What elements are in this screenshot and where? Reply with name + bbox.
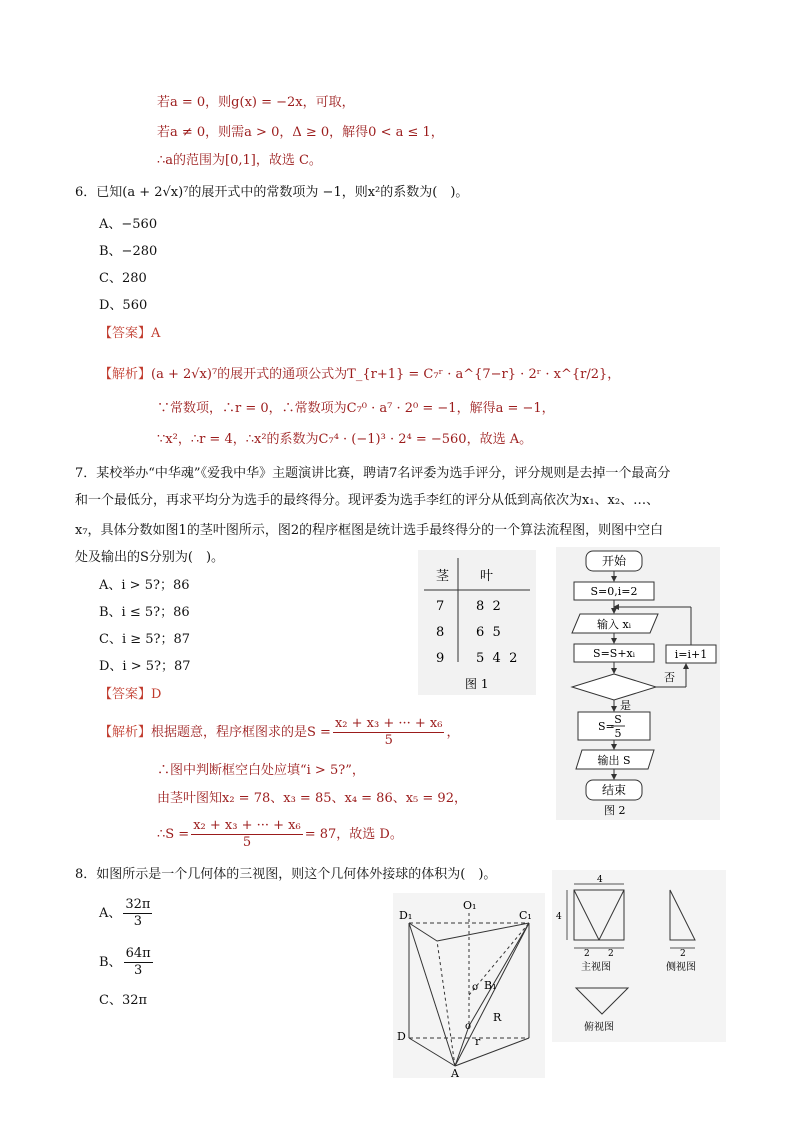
label-c1: C₁ <box>519 909 532 922</box>
flow-incr: i=i+1 <box>674 648 708 661</box>
q5-line-2: 若a ≠ 0，则需a > 0，Δ ≥ 0，解得0 < a ≤ 1， <box>157 125 444 140</box>
flow-yes-label: 是 <box>620 699 631 712</box>
flow-end: 结束 <box>601 783 627 797</box>
side-view-label: 侧视图 <box>666 962 696 973</box>
q7-option-d: D、i > 5?；87 <box>99 659 191 674</box>
stem-7: 7 <box>436 599 445 614</box>
leaves-7: 8 2 <box>476 599 501 614</box>
dim-top-4: 4 <box>597 875 603 885</box>
q8-stem: 8．如图所示是一个几何体的三视图，则这个几何体外接球的体积为( )。 <box>75 867 497 882</box>
q6-analysis-1 <box>99 366 620 384</box>
dim-bottom-2a: 2 <box>584 949 590 959</box>
q6-analysis-2: ∵常数项，∴r = 0，∴常数项为C₇⁰ · a⁷ · 2⁰ = −1，解得a = −1， <box>157 401 555 416</box>
label-o-top: o <box>472 982 479 993</box>
q5-line-3: ∴a的范围为[0,1]，故选 C。 <box>157 153 322 168</box>
flow-init: S=0,i=2 <box>590 585 638 598</box>
fraction: $\frac{64\pi}{3}$ <box>125 946 151 978</box>
q7-option-c: C、i ≥ 5?；87 <box>99 632 191 647</box>
q7-stem-1: 7．某校举办“中华魂”《爱我中华》主题演讲比赛，聘请7名评委为选手评分，评分规则是去掉一个最高分 <box>75 466 671 481</box>
stem-9: 9 <box>436 651 445 666</box>
solid-figure <box>393 893 545 1078</box>
q7-analysis-1: 【解析】根据题意，程序框图求的是S = $\frac{\text{x₂ + x₃ + ··· + x₆}}{5}$ ， <box>99 716 460 748</box>
q6-option-c: C、280 <box>99 271 147 286</box>
flow-input: 输入 xᵢ <box>597 618 631 631</box>
three-views-figure <box>552 870 726 1042</box>
flow-accum: S=S+xᵢ <box>593 647 635 660</box>
flow-avg-num: S <box>614 713 622 726</box>
q7-analysis-3: 由茎叶图知x₂ = 78、x₃ = 85、x₄ = 86、x₅ = 92， <box>157 791 467 806</box>
q5-line-1: 若a = 0，则g(x) = −2x，可取， <box>157 95 355 110</box>
answer-value: A <box>151 326 161 341</box>
flow-avg-den: 5 <box>614 727 622 740</box>
fraction: $\frac{\text{x₂ + x₃ + ··· + x₆}}{5}$ <box>334 716 443 748</box>
leaf-header: 叶 <box>480 569 494 584</box>
top-view-label: 俯视图 <box>584 1022 614 1033</box>
analysis-text: 根据题意，程序框图求的是S = <box>151 725 331 740</box>
stem-leaf-figure <box>418 550 536 695</box>
flow-output: 输出 S <box>597 754 631 767</box>
label-o-bottom: o <box>465 1021 472 1032</box>
q6-answer <box>99 325 160 343</box>
label-b1: B₁ <box>484 979 497 992</box>
stem-header: 茎 <box>436 569 450 584</box>
stem-8: 8 <box>436 625 445 640</box>
flow-avg-lhs: S= <box>598 720 615 733</box>
figure-2-caption: 图 2 <box>604 804 626 817</box>
label-d: D <box>397 1030 406 1043</box>
q7-option-a: A、i > 5?；86 <box>99 578 190 593</box>
q7-analysis-2: ∴图中判断框空白处应填“i > 5?”， <box>157 763 365 778</box>
q8-option-b: B、 $\frac{64\pi}{3}$ <box>99 946 151 978</box>
dim-side-2: 2 <box>680 949 686 959</box>
q6-option-d: D、560 <box>99 298 148 313</box>
answer-tag: 【答案】 <box>99 687 152 702</box>
q7-stem-2: 和一个最低分，再求平均分为选手的最终得分。现评委为选手李红的评分从低到高依次为x₁、x₂、…、 <box>75 493 660 508</box>
fraction: $\frac{\text{x₂ + x₃ + ··· + x₆}}{5}$ <box>193 818 301 850</box>
figure-1-caption: 图 1 <box>465 677 489 691</box>
analysis-text: (a + 2√x)⁷的展开式的通项公式为T_{r+1} = C₇ʳ · a^{7−r} · 2ʳ · x^{r/2}， <box>151 367 621 382</box>
q7-analysis-4: ∴S = $\frac{\text{x₂ + x₃ + ··· + x₆}}{5}$ = 87，故选 D。 <box>157 818 403 850</box>
q6-option-a: A、−560 <box>99 217 158 232</box>
leaves-8: 6 5 <box>476 625 501 640</box>
front-view-label: 主视图 <box>581 962 611 973</box>
q8-option-c: C、32π <box>99 993 148 1008</box>
dim-bottom-2b: 2 <box>608 949 614 959</box>
q7-stem-3: x₇，具体分数如图1的茎叶图所示，图2的程序框图是统计选手最终得分的一个算法流程图，则图中空白 <box>75 523 664 538</box>
dim-left-4: 4 <box>556 912 562 922</box>
flow-no-label: 否 <box>664 671 675 684</box>
fraction: $\frac{32\pi}{3}$ <box>125 897 151 929</box>
analysis-tag: 【解析】 <box>99 725 152 740</box>
analysis-tag: 【解析】 <box>99 367 152 382</box>
label-r: r <box>475 1035 481 1048</box>
label-a: A <box>451 1067 459 1078</box>
q8-option-a: A、 $\frac{32\pi}{3}$ <box>99 897 151 929</box>
q7-answer <box>99 686 161 704</box>
leaves-9: 5 4 2 <box>476 651 518 666</box>
answer-value: D <box>151 687 162 702</box>
q7-stem-4: 处及输出的S分别为( )。 <box>75 550 225 565</box>
flow-start: 开始 <box>601 554 627 568</box>
q7-option-b: B、i ≤ 5?；86 <box>99 605 190 620</box>
q6-stem: 6．已知(a + 2√x)⁷的展开式中的常数项为 −1，则x²的系数为( )。 <box>75 185 469 200</box>
label-o1: O₁ <box>463 899 477 912</box>
label-d1: D₁ <box>399 909 413 922</box>
q6-option-b: B、−280 <box>99 244 158 259</box>
q6-analysis-3: ∵x²，∴r = 4，∴x²的系数为C₇⁴ · (−1)³ · 2⁴ = −560，故选 A。 <box>157 432 533 447</box>
answer-tag: 【答案】 <box>99 326 152 341</box>
label-R: R <box>493 1011 502 1024</box>
flowchart-figure <box>556 547 720 820</box>
